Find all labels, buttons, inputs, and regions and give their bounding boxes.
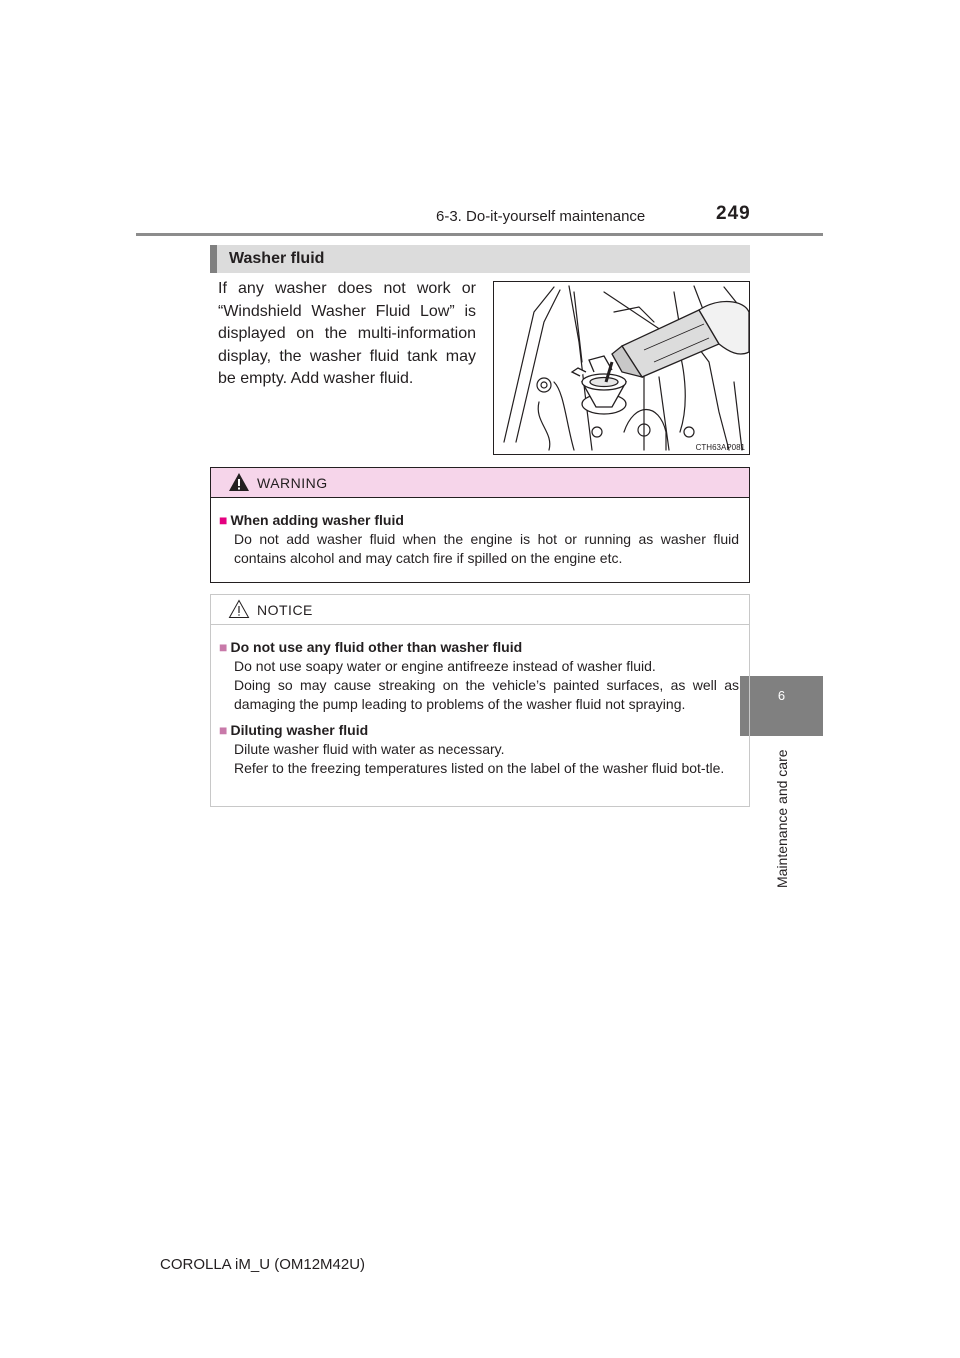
chapter-tab-number: 6 (777, 688, 786, 703)
warning-header (211, 468, 749, 498)
section-title-bar (210, 245, 750, 273)
notice-item-heading (219, 637, 739, 657)
chapter-tab-label (770, 742, 794, 892)
notice-item-text: Refer to the freezing temperatures listed on the label of the washer fluid bot-tle. (234, 760, 725, 776)
notice-item-text: Dilute washer fluid with water as necessary. (234, 741, 505, 757)
notice-item-heading (219, 720, 739, 740)
notice-item-heading-text: Do not use any fluid other than washer fluid (230, 639, 523, 655)
chapter-tab[interactable] (740, 676, 823, 736)
notice-item-heading-text: Diluting washer fluid (230, 722, 369, 738)
notice-box (210, 594, 750, 807)
washer-fluid-illustration (493, 281, 750, 455)
header-rule (136, 233, 823, 236)
chapter-tab-label-text: Maintenance and care (774, 749, 790, 888)
bullet-square-icon: ■ (219, 722, 228, 738)
warning-item-text: Do not add washer fluid when the engine is hot or running as washer fluid contains alcohol and may catch fire if spilled on the engine etc. (234, 531, 739, 566)
warning-item-heading-text: When adding washer fluid (230, 512, 404, 528)
warning-item-heading (219, 510, 739, 530)
notice-header (211, 595, 749, 625)
notice-body (211, 625, 749, 778)
warning-box (210, 467, 750, 583)
bullet-square-icon: ■ (219, 639, 228, 655)
notice-label: NOTICE (257, 602, 313, 618)
page-header-section: 6-3. Do-it-yourself maintenance (436, 208, 646, 225)
warning-triangle-outline-icon (228, 599, 250, 619)
notice-item-text: Doing so may cause streaking on the vehicle’s painted surfaces, as well as damaging the pump leading to problems of the washer fluid not spraying. (234, 677, 739, 712)
section-title: Washer fluid (229, 250, 325, 267)
notice-item-text: Do not use soapy water or engine antifreeze instead of washer fluid. (234, 658, 656, 674)
figure-code: CTH63AP081 (695, 443, 745, 452)
intro-paragraph: If any washer does not work or “Windshield Washer Fluid Low” is displayed on the multi-information display, the washer fluid tank may be empty. Add washer fluid. (218, 280, 476, 387)
warning-label: WARNING (257, 475, 328, 491)
page-number: 249 (716, 203, 751, 224)
illustration-drawing (494, 282, 749, 454)
warning-triangle-icon (228, 472, 250, 492)
bullet-square-icon: ■ (219, 512, 228, 528)
footer-model: COROLLA iM_U (OM12M42U) (160, 1256, 366, 1273)
warning-body (211, 498, 749, 568)
